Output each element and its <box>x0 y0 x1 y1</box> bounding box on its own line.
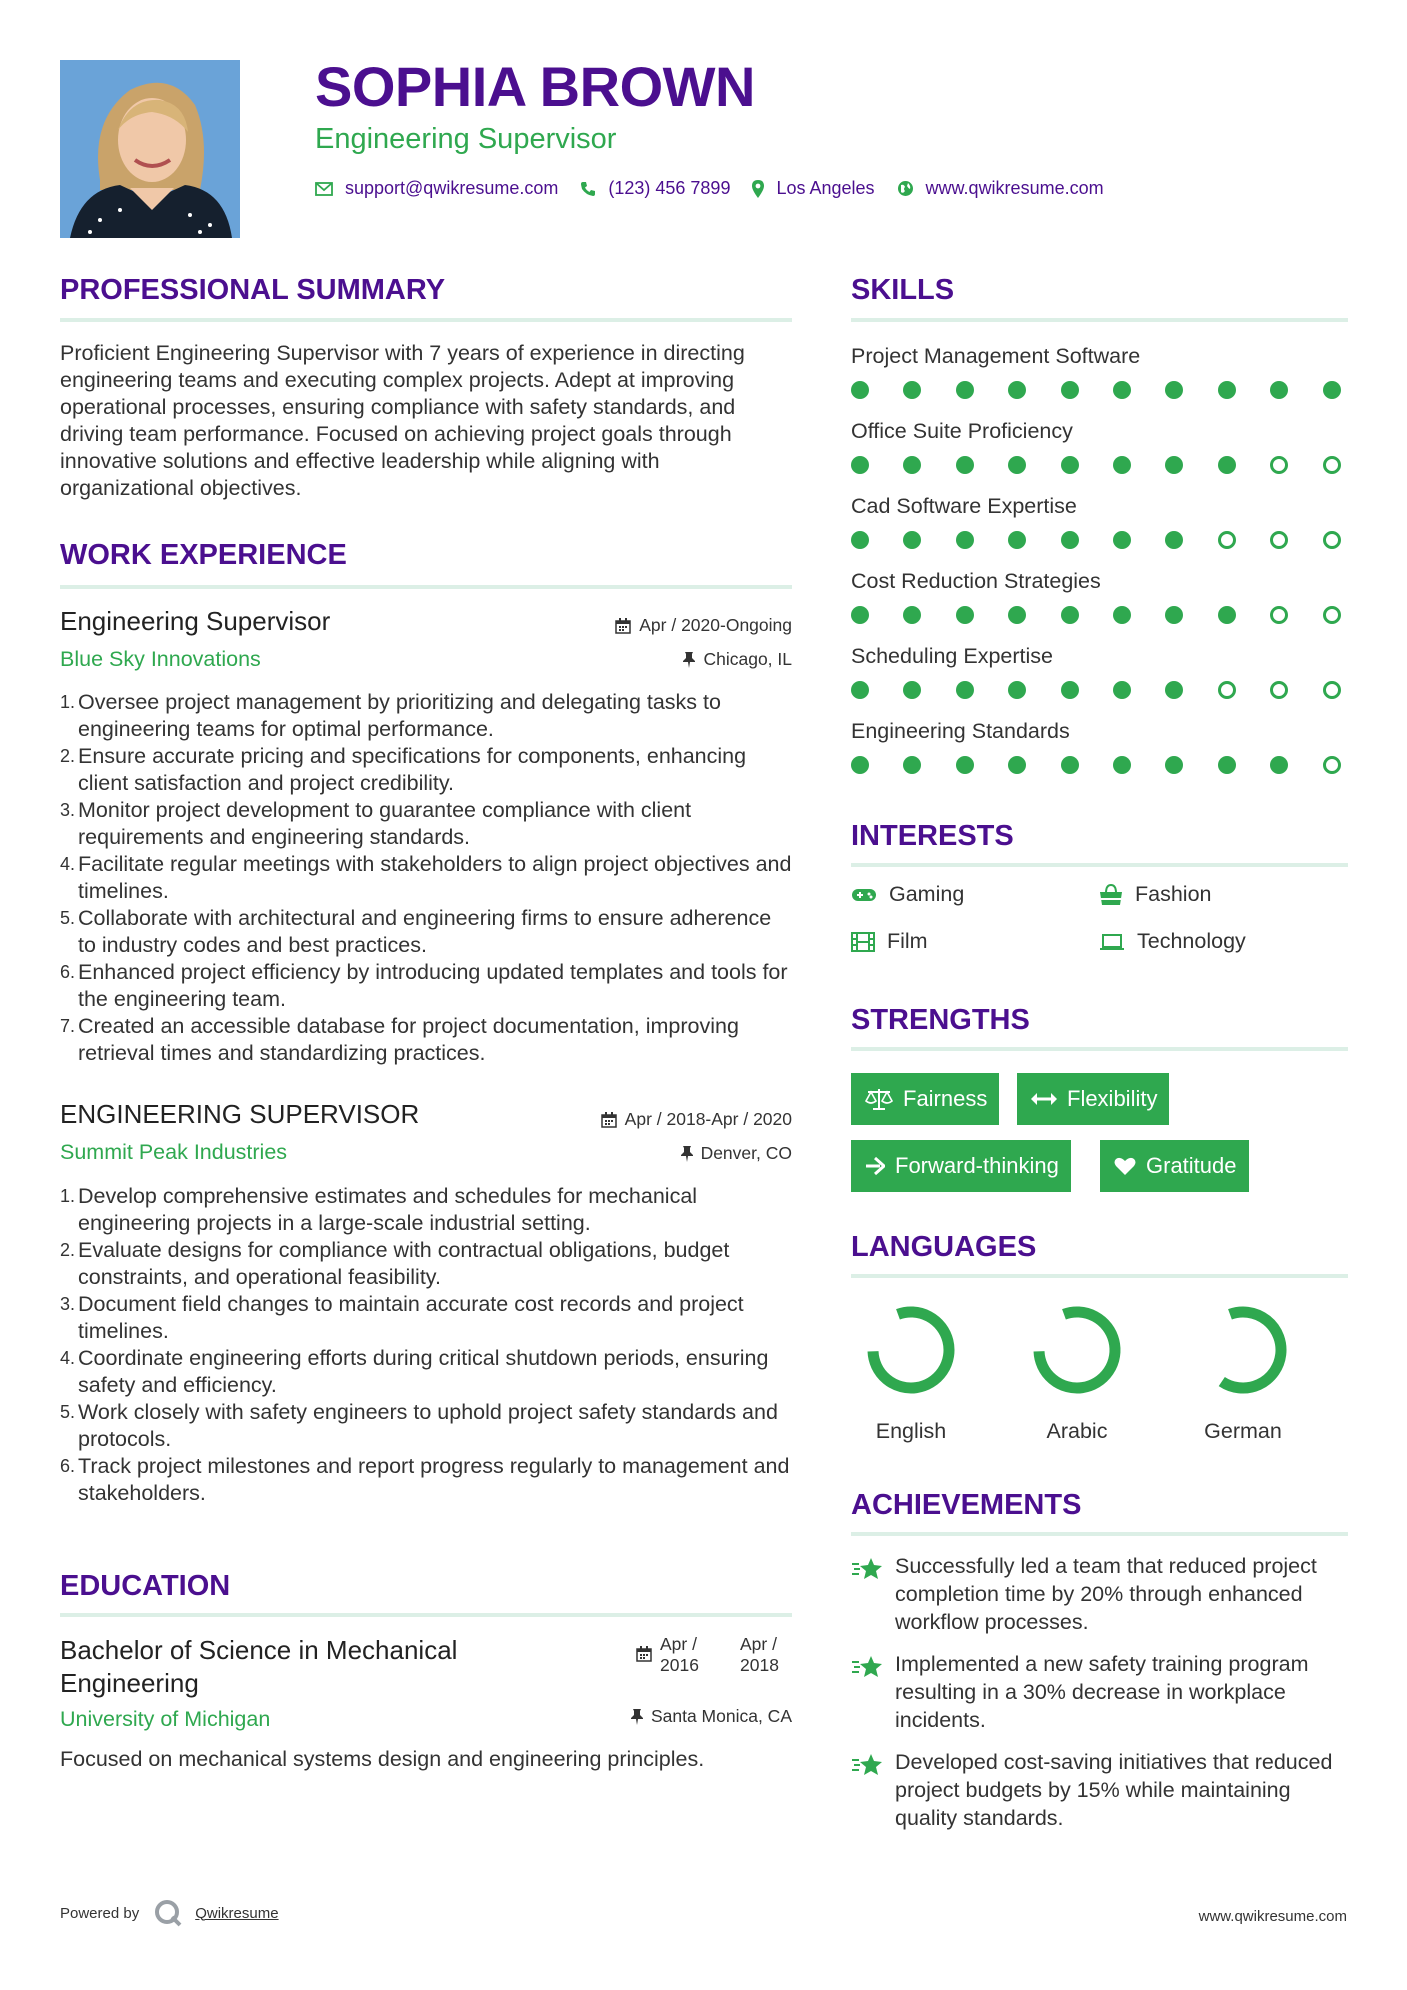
phone-text: (123) 456 7899 <box>608 178 731 198</box>
skill-dot-empty <box>1270 531 1288 549</box>
skill-dot-filled <box>1165 381 1183 399</box>
achievement-item <box>851 1748 1348 1832</box>
skill-dot-empty <box>1218 531 1236 549</box>
interest-label: Gaming <box>889 882 965 906</box>
job-2-title: ENGINEERING SUPERVISOR <box>60 1099 420 1129</box>
skill-dot-filled <box>1008 681 1026 699</box>
skill-dot-filled <box>1165 756 1183 774</box>
skill-dot-filled <box>1008 456 1026 474</box>
skill-dot-filled <box>1008 381 1026 399</box>
job-1-company: Blue Sky Innovations <box>60 646 261 671</box>
star-shooting-icon <box>851 1556 885 1582</box>
arrows-horizontal-icon <box>1031 1092 1057 1106</box>
calendar-icon <box>601 1112 617 1128</box>
job-1-header <box>60 607 792 677</box>
skill-dot-filled <box>1061 456 1079 474</box>
interest-label: Film <box>887 929 928 953</box>
star-shooting-icon <box>851 1752 885 1778</box>
film-icon <box>851 932 875 952</box>
footer-powered-by <box>60 1898 279 1928</box>
profile-photo <box>60 60 240 238</box>
list-item: 2. Evaluate designs for compliance with contractual obligations, budget constraints, and operational feasibility. <box>60 1238 730 1289</box>
pushpin-icon <box>683 652 695 668</box>
skill-dot-filled <box>1061 606 1079 624</box>
skill-rating <box>851 606 1348 626</box>
skills-rule <box>851 318 1348 322</box>
language-label: German <box>1204 1419 1282 1443</box>
language-label: English <box>875 1419 947 1443</box>
skill-dot-filled <box>903 606 921 624</box>
language-label: Arabic <box>1046 1419 1108 1443</box>
location-text: Los Angeles <box>776 178 875 198</box>
skill-item <box>851 346 1140 368</box>
skill-rating <box>851 381 1348 401</box>
contact-location <box>752 178 874 199</box>
calendar-icon <box>636 1646 652 1662</box>
skill-dot-filled <box>1113 381 1131 399</box>
achievements-rule <box>851 1532 1348 1536</box>
contact-bar <box>315 178 1126 199</box>
skill-dot-filled <box>1113 531 1131 549</box>
strength-flexibility <box>1017 1073 1169 1125</box>
job-2-bullets <box>60 1183 792 1507</box>
language-german <box>1183 1300 1303 1444</box>
skill-dot-empty <box>1270 606 1288 624</box>
skill-dot-empty <box>1323 681 1341 699</box>
skill-dot-filled <box>903 456 921 474</box>
skill-item <box>851 721 1070 743</box>
skill-dot-filled <box>956 456 974 474</box>
skill-dot-empty <box>1323 531 1341 549</box>
education-entry <box>60 1634 792 1744</box>
skill-dot-filled <box>1270 756 1288 774</box>
job-1-location-text: Chicago, IL <box>703 649 792 669</box>
education-degree: Bachelor of Science in Mechanical Engineering <box>60 1635 458 1698</box>
education-date-start: Apr / 2016 <box>660 1634 699 1675</box>
contact-email[interactable] <box>315 178 558 199</box>
interests-heading: INTERESTS <box>851 820 1014 852</box>
skill-dot-filled <box>1061 681 1079 699</box>
qwikresume-logo-icon <box>153 1898 183 1928</box>
strengths-rule <box>851 1047 1348 1051</box>
powered-by-label: Powered by <box>60 1904 140 1922</box>
job-2-dates <box>601 1109 792 1130</box>
envelope-icon <box>315 182 333 196</box>
interest-gaming <box>851 882 964 907</box>
achievements-heading: ACHIEVEMENTS <box>851 1489 1082 1521</box>
education-heading: EDUCATION <box>60 1570 231 1602</box>
job-2-dates-text: Apr / 2018-Apr / 2020 <box>624 1109 792 1129</box>
language-ring-arc <box>1039 1312 1115 1388</box>
map-pin-icon <box>752 180 764 198</box>
skill-dot-filled <box>851 606 869 624</box>
strength-label: Flexibility <box>1067 1086 1158 1111</box>
phone-icon <box>580 181 596 197</box>
qwikresume-link[interactable]: Qwikresume <box>195 1904 279 1922</box>
education-location-text: Santa Monica, CA <box>650 1706 792 1726</box>
strength-forward-thinking <box>851 1140 1071 1192</box>
interest-technology <box>1099 929 1246 954</box>
job-1-location <box>683 649 792 670</box>
strength-label: Fairness <box>903 1086 988 1111</box>
skill-dot-filled <box>1165 606 1183 624</box>
skill-item <box>851 496 1077 518</box>
skill-dot-empty <box>1323 756 1341 774</box>
strength-fairness <box>851 1073 999 1125</box>
summary-heading: PROFESSIONAL SUMMARY <box>60 274 446 306</box>
skill-dot-empty <box>1323 456 1341 474</box>
skill-name: Project Management Software <box>851 344 1141 368</box>
strength-label: Gratitude <box>1146 1153 1237 1178</box>
summary-text: Proficient Engineering Supervisor with 7 years of experience in directing engineering teams and executing complex projects. Adept at improving operational processes, ensuring compliance with safety standards, and driving team performance. Focused on achieving project goals through innovative solutions and effective leadership while aligning with organizational objectives. <box>60 341 745 500</box>
education-dates <box>636 1634 792 1676</box>
skill-dot-filled <box>903 531 921 549</box>
footer-website[interactable]: www.qwikresume.com <box>1198 1908 1347 1925</box>
list-item: 3. Monitor project development to guarantee compliance with client requirements and engineering standards. <box>60 798 692 849</box>
skill-dot-filled <box>956 681 974 699</box>
email-text: support@qwikresume.com <box>345 178 559 198</box>
achievement-text: Developed cost-saving initiatives that reduced project budgets by 15% while maintaining quality standards. <box>895 1750 1333 1830</box>
education-location <box>631 1706 792 1727</box>
list-item: 1. Oversee project management by prioritizing and delegating tasks to engineering teams for optimal performance. <box>60 690 721 741</box>
achievement-item <box>851 1552 1348 1636</box>
skill-dot-filled <box>1113 606 1131 624</box>
skill-dot-filled <box>1061 381 1079 399</box>
strength-label: Forward-thinking <box>895 1153 1059 1178</box>
education-description: Focused on mechanical systems design and engineering principles. <box>60 1747 705 1771</box>
contact-website[interactable] <box>897 178 1104 199</box>
skill-item <box>851 421 1073 443</box>
skill-dot-filled <box>903 681 921 699</box>
skill-rating <box>851 756 1348 776</box>
list-item: 7. Created an accessible database for project documentation, improving retrieval times and standardizing practices. <box>60 1014 739 1065</box>
strength-gratitude <box>1100 1140 1249 1192</box>
skill-item <box>851 646 1053 668</box>
list-item: 4. Facilitate regular meetings with stakeholders to align project objectives and timelines. <box>60 852 792 903</box>
skill-dot-filled <box>1218 381 1236 399</box>
skills-heading: SKILLS <box>851 274 955 306</box>
gamepad-icon <box>851 887 877 903</box>
laptop-icon <box>1099 933 1125 951</box>
achievement-text: Successfully led a team that reduced project completion time by 20% through enhanced workflow processes. <box>895 1554 1317 1634</box>
skill-dot-filled <box>1008 531 1026 549</box>
experience-heading: WORK EXPERIENCE <box>60 539 347 571</box>
skill-dot-filled <box>1218 456 1236 474</box>
candidate-name: SOPHIA BROWN <box>315 55 755 118</box>
skill-dot-filled <box>1270 381 1288 399</box>
skill-dot-filled <box>903 756 921 774</box>
shopping-bag-icon <box>1099 884 1123 906</box>
skill-rating <box>851 681 1348 701</box>
skill-dot-filled <box>956 606 974 624</box>
list-item: 6. Enhanced project efficiency by introducing updated templates and tools for the engineering team. <box>60 960 788 1011</box>
language-ring <box>1027 1300 1127 1400</box>
list-item: 6. Track project milestones and report progress regularly to management and stakeholders. <box>60 1454 790 1505</box>
list-item: 4. Coordinate engineering efforts during critical shutdown periods, ensuring safety and efficiency. <box>60 1346 769 1397</box>
star-shooting-icon <box>851 1654 885 1680</box>
language-ring <box>861 1300 961 1400</box>
skill-name: Cost Reduction Strategies <box>851 569 1101 593</box>
skill-dot-filled <box>903 381 921 399</box>
skill-dot-empty <box>1323 606 1341 624</box>
heart-icon <box>1114 1156 1136 1176</box>
education-school: University of Michigan <box>60 1707 271 1731</box>
language-english <box>851 1300 971 1444</box>
contact-phone[interactable] <box>580 178 730 199</box>
job-2-header <box>60 1100 792 1170</box>
skill-dot-filled <box>1113 456 1131 474</box>
list-item: 5. Collaborate with architectural and engineering firms to ensure adherence to industry codes and best practices. <box>60 906 772 957</box>
skill-dot-filled <box>1008 606 1026 624</box>
skill-name: Office Suite Proficiency <box>851 419 1073 443</box>
skill-dot-filled <box>1061 756 1079 774</box>
list-item: 3. Document field changes to maintain accurate cost records and project timelines. <box>60 1292 744 1343</box>
education-rule <box>60 1613 792 1617</box>
language-ring-arc <box>1222 1312 1281 1388</box>
list-item: 1. Develop comprehensive estimates and schedules for mechanical engineering projects in a large-scale industrial setting. <box>60 1184 698 1235</box>
interest-fashion <box>1099 882 1212 907</box>
skill-dot-filled <box>956 756 974 774</box>
skill-dot-filled <box>1165 531 1183 549</box>
job-1-title: Engineering Supervisor <box>60 606 331 636</box>
skill-dot-filled <box>1323 381 1341 399</box>
skill-dot-filled <box>851 456 869 474</box>
calendar-icon <box>615 618 631 634</box>
skill-dot-filled <box>1165 681 1183 699</box>
interest-film <box>851 929 928 954</box>
skill-dot-empty <box>1218 681 1236 699</box>
skill-dot-filled <box>1218 606 1236 624</box>
language-arabic <box>1017 1300 1137 1444</box>
languages-rule <box>851 1274 1348 1278</box>
skill-dot-filled <box>851 381 869 399</box>
globe-icon <box>897 180 914 197</box>
skill-name: Scheduling Expertise <box>851 644 1053 668</box>
skill-rating <box>851 531 1348 551</box>
skill-dot-filled <box>1113 756 1131 774</box>
skill-dot-filled <box>851 756 869 774</box>
interests-rule <box>851 863 1348 867</box>
skill-rating <box>851 456 1348 476</box>
skill-name: Cad Software Expertise <box>851 494 1077 518</box>
skill-dot-filled <box>956 531 974 549</box>
language-ring-arc <box>873 1312 949 1388</box>
job-1-dates-text: Apr / 2020-Ongoing <box>639 615 792 635</box>
skill-dot-empty <box>1270 456 1288 474</box>
pushpin-icon <box>631 1709 643 1725</box>
skill-dot-filled <box>851 531 869 549</box>
achievement-item <box>851 1650 1348 1734</box>
job-1-dates <box>615 615 792 636</box>
pushpin-icon <box>681 1146 693 1162</box>
interest-label: Fashion <box>1135 882 1212 906</box>
skill-dot-filled <box>1061 531 1079 549</box>
strengths-heading: STRENGTHS <box>851 1004 1030 1036</box>
achievement-text: Implemented a new safety training program resulting in a 30% decrease in workplace incidents. <box>895 1652 1309 1732</box>
skill-dot-filled <box>1113 681 1131 699</box>
balance-scale-icon <box>865 1088 893 1110</box>
summary-rule <box>60 318 792 322</box>
experience-rule <box>60 585 792 589</box>
skill-name: Engineering Standards <box>851 719 1070 743</box>
job-2-location-text: Denver, CO <box>700 1143 792 1163</box>
candidate-title: Engineering Supervisor <box>315 123 617 155</box>
job-2-company: Summit Peak Industries <box>60 1139 288 1164</box>
website-text: www.qwikresume.com <box>925 178 1104 198</box>
job-2-location <box>681 1143 792 1164</box>
skill-dot-filled <box>1165 456 1183 474</box>
skill-dot-filled <box>851 681 869 699</box>
arrow-right-icon <box>865 1157 885 1175</box>
skill-dot-empty <box>1270 681 1288 699</box>
list-item: 2. Ensure accurate pricing and specifications for components, enhancing client satisfaction and project credibility. <box>60 744 747 795</box>
interest-label: Technology <box>1137 929 1246 953</box>
skill-dot-filled <box>1008 756 1026 774</box>
language-ring <box>1193 1300 1293 1400</box>
skill-dot-filled <box>956 381 974 399</box>
skill-dot-filled <box>1218 756 1236 774</box>
education-date-end: Apr / 2018 <box>740 1634 779 1675</box>
languages-heading: LANGUAGES <box>851 1231 1037 1263</box>
job-1-bullets <box>60 689 792 1067</box>
list-item: 5. Work closely with safety engineers to uphold project safety standards and protocols. <box>60 1400 778 1451</box>
skill-item <box>851 571 1101 593</box>
